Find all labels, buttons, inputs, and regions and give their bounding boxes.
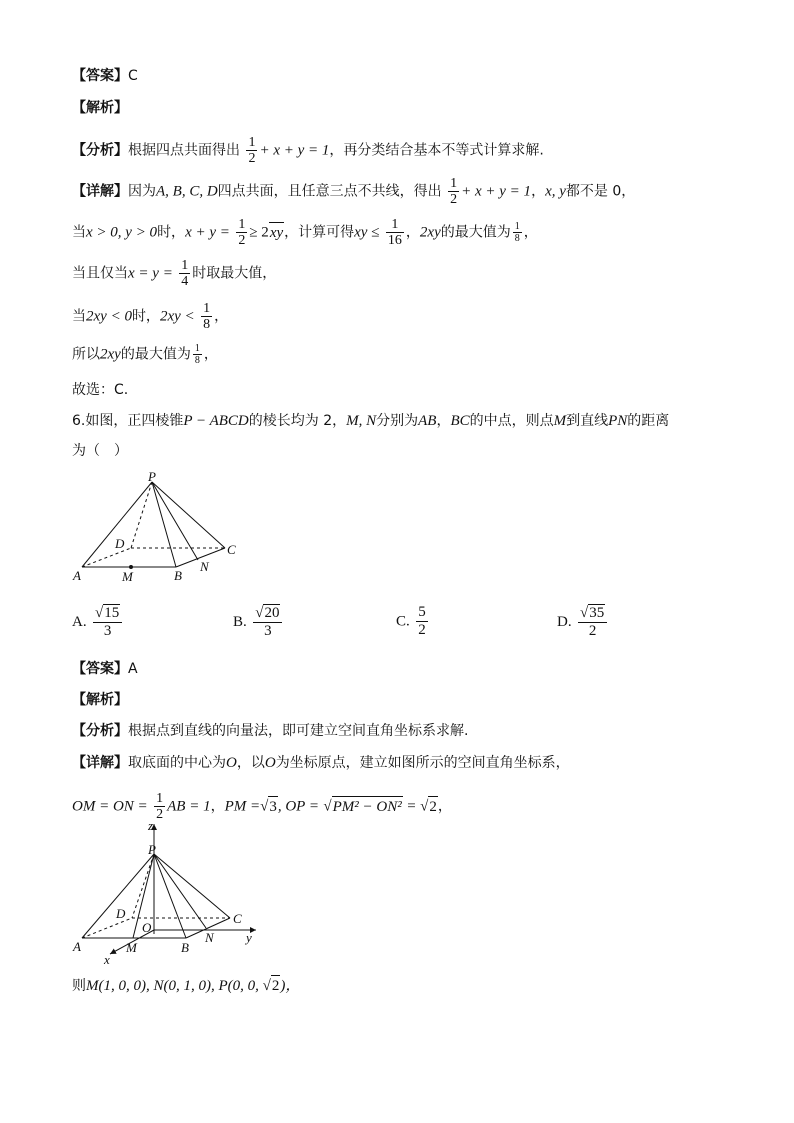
text: ，: [436, 413, 451, 429]
text: 到直线: [566, 413, 609, 429]
answer-tag: 【答案】: [72, 661, 128, 677]
math-expr: M: [553, 413, 567, 429]
text: 时，: [157, 224, 186, 241]
text: 时，: [131, 308, 160, 325]
math-expr: + x + y = 1: [461, 183, 532, 200]
math-expr: x = y =: [128, 265, 173, 282]
q6-answer-line: [72, 659, 138, 679]
math-expr: x > 0, y > 0: [86, 224, 158, 241]
math-expr: BC: [450, 413, 470, 429]
xiangjie-tag: 【详解】: [72, 183, 128, 200]
math-expr: M(1, 0, 0), N(0, 1, 0), P(0, 0,: [86, 978, 263, 994]
text: 的最大值为: [120, 346, 191, 363]
q5-fenxi-line: [72, 135, 544, 166]
text: 都不是 0，: [565, 183, 636, 200]
fenxi-text: ，再分类结合基本不等式计算求解.: [329, 142, 544, 159]
analysis-tag: 【解析】: [72, 100, 128, 116]
fraction: $\frac{1}{2}$: [156, 791, 164, 822]
fraction: $\frac{1}{8}$: [194, 343, 200, 366]
fenxi-text: 根据四点共面得出: [128, 142, 240, 159]
q5-detail-line1: [72, 176, 635, 207]
text: ，: [203, 346, 218, 363]
option-b[interactable]: B. $\frac{√20}{3}$: [233, 604, 284, 640]
math-expr: 2xy: [100, 346, 121, 363]
fraction: $\frac{1}{4}$: [181, 258, 189, 289]
fraction: $\frac{1}{2}$: [450, 176, 458, 207]
vertex-label-a: A: [73, 939, 81, 954]
text: 时取最大值，: [192, 265, 277, 282]
sqrt-expr: 2: [271, 975, 281, 996]
fraction: $\frac{1}{16}$: [387, 217, 402, 248]
answer-value: C: [128, 68, 138, 84]
fenxi-tag: 【分析】: [72, 142, 128, 159]
q6-analysis-line: [72, 690, 128, 710]
math-expr: 2xy < 0: [86, 308, 132, 325]
math-expr: =: [407, 798, 416, 815]
math-expr: x + y =: [185, 224, 230, 241]
math-expr: + x + y = 1: [259, 142, 330, 159]
q5-analysis-line: [72, 98, 128, 118]
point-label-n: N: [205, 930, 214, 945]
text: 的中点，则点: [469, 413, 554, 429]
q6-stem-line1: [72, 411, 669, 431]
axis-label-y: y: [246, 930, 252, 945]
q5-detail-line5: [72, 343, 218, 366]
math-expr: AB = 1: [167, 798, 211, 815]
axis-label-x: x: [104, 952, 110, 966]
vertex-label-b: B: [174, 568, 182, 583]
math-expr: AB: [418, 413, 437, 429]
math-expr: 2xy <: [159, 308, 195, 325]
fraction: $\frac{√15}{3}$: [93, 604, 122, 640]
vertex-label-a: A: [73, 568, 81, 583]
text: 因为: [128, 183, 156, 200]
fraction: $\frac{1}{8}$: [203, 301, 211, 332]
vertex-label-p: P: [148, 470, 156, 484]
sqrt-expr: 3: [268, 796, 278, 817]
text: ，: [523, 224, 538, 241]
origin-label-o: O: [142, 920, 152, 935]
math-expr: P − ABCD: [183, 413, 249, 429]
math-expr: O: [226, 755, 237, 771]
option-c[interactable]: C. $\frac{5}{2}$: [396, 604, 426, 638]
analysis-tag: 【解析】: [72, 692, 128, 708]
sqrt-expr: xy: [269, 222, 284, 243]
choice-text: 故选：C.: [72, 382, 129, 398]
math-expr: x, y: [545, 183, 566, 200]
fenxi-tag: 【分析】: [72, 723, 128, 739]
text: 取底面的中心为: [128, 755, 226, 771]
fraction: $\frac{1}{2}$: [248, 135, 256, 166]
answer-value: A: [128, 661, 138, 677]
text: 所以: [72, 346, 100, 363]
text: 为坐标原点，建立如图所示的空间直角坐标系，: [275, 755, 570, 771]
math-expr: PN: [608, 413, 628, 429]
fraction: $\frac{1}{2}$: [238, 217, 246, 248]
fraction: $\frac{1}{8}$: [514, 221, 520, 244]
fraction: $\frac{√35}{2}$: [578, 604, 607, 640]
q6-fenxi-line: [72, 721, 468, 741]
vertex-label-c: C: [227, 542, 236, 557]
text: ，: [531, 183, 546, 200]
vertex-label-b: B: [181, 940, 189, 955]
text: 分别为: [376, 413, 419, 429]
math-expr: )，: [280, 978, 301, 994]
vertex-label-d: D: [116, 906, 126, 921]
text: ，计算可得: [284, 224, 355, 241]
question-number: 6.: [72, 413, 86, 429]
coordinate-pyramid-figure: [70, 818, 270, 966]
point-label-n: N: [200, 559, 209, 574]
math-expr: A, B, C, D: [156, 183, 218, 200]
math-expr: ≥ 2: [249, 224, 269, 241]
vertex-label-c: C: [233, 911, 242, 926]
math-expr: O: [264, 755, 276, 771]
math-expr: M, N: [346, 413, 377, 429]
text: 四点共面，且任意三点不共线，得出: [217, 183, 442, 200]
text: 当: [72, 224, 86, 241]
q5-answer-line: [72, 66, 138, 86]
q6-stem-line2: [72, 441, 128, 461]
text: ，: [210, 798, 225, 815]
axis-label-z: z: [148, 818, 154, 833]
text: ，: [214, 308, 229, 325]
point-label-m: M: [122, 569, 133, 584]
answer-tag: 【答案】: [72, 68, 128, 84]
q5-detail-line2: [72, 217, 538, 248]
pyramid-figure: [70, 470, 250, 588]
q6-coord-line: 则M(1, 0, 0), N(0, 1, 0), P(0, 0, √2)，: [72, 975, 300, 996]
option-d[interactable]: D. $\frac{√35}{2}$: [557, 604, 609, 640]
text: 的棱长均为 2，: [248, 413, 347, 429]
sqrt-expr: 2: [428, 796, 438, 817]
text: 当且仅当: [72, 265, 128, 282]
fenxi-text: 根据点到直线的向量法，即可建立空间直角坐标系求解.: [128, 723, 469, 739]
vertex-label-p: P: [148, 842, 156, 857]
q5-detail-line4: [72, 301, 228, 332]
text: 为（ ）: [72, 443, 128, 459]
q6-detail-line2: OM = ON = $\frac{1}{2}$ AB = 1，PM =√3, OP = √PM² − ON² = √2，: [72, 791, 452, 822]
text: 则: [72, 978, 86, 994]
q5-detail-line3: [72, 258, 276, 289]
text: ，: [437, 798, 452, 815]
xiangjie-tag: 【详解】: [72, 755, 128, 771]
math-expr: OM = ON =: [72, 798, 148, 815]
text: 如图，正四棱锥: [85, 413, 184, 429]
fraction: $\frac{√20}{3}$: [253, 604, 282, 640]
text: ，: [405, 224, 420, 241]
text: 当: [72, 308, 86, 325]
math-expr: xy ≤: [354, 224, 380, 241]
text: 的最大值为: [440, 224, 511, 241]
option-a[interactable]: A. $\frac{√15}{3}$: [72, 604, 124, 640]
math-expr: PM =: [224, 798, 261, 815]
vertex-label-d: D: [115, 536, 125, 551]
text: ，以: [236, 755, 265, 771]
fraction: $\frac{5}{2}$: [418, 604, 426, 638]
sqrt-expr: PM² − ON²: [332, 796, 403, 817]
text: 的距离: [627, 413, 670, 429]
math-expr: 2xy: [419, 224, 441, 241]
q6-detail-line1: [72, 753, 570, 773]
math-expr: , OP =: [277, 798, 319, 815]
point-label-m: M: [126, 940, 137, 955]
q5-choice-line: [72, 380, 128, 400]
